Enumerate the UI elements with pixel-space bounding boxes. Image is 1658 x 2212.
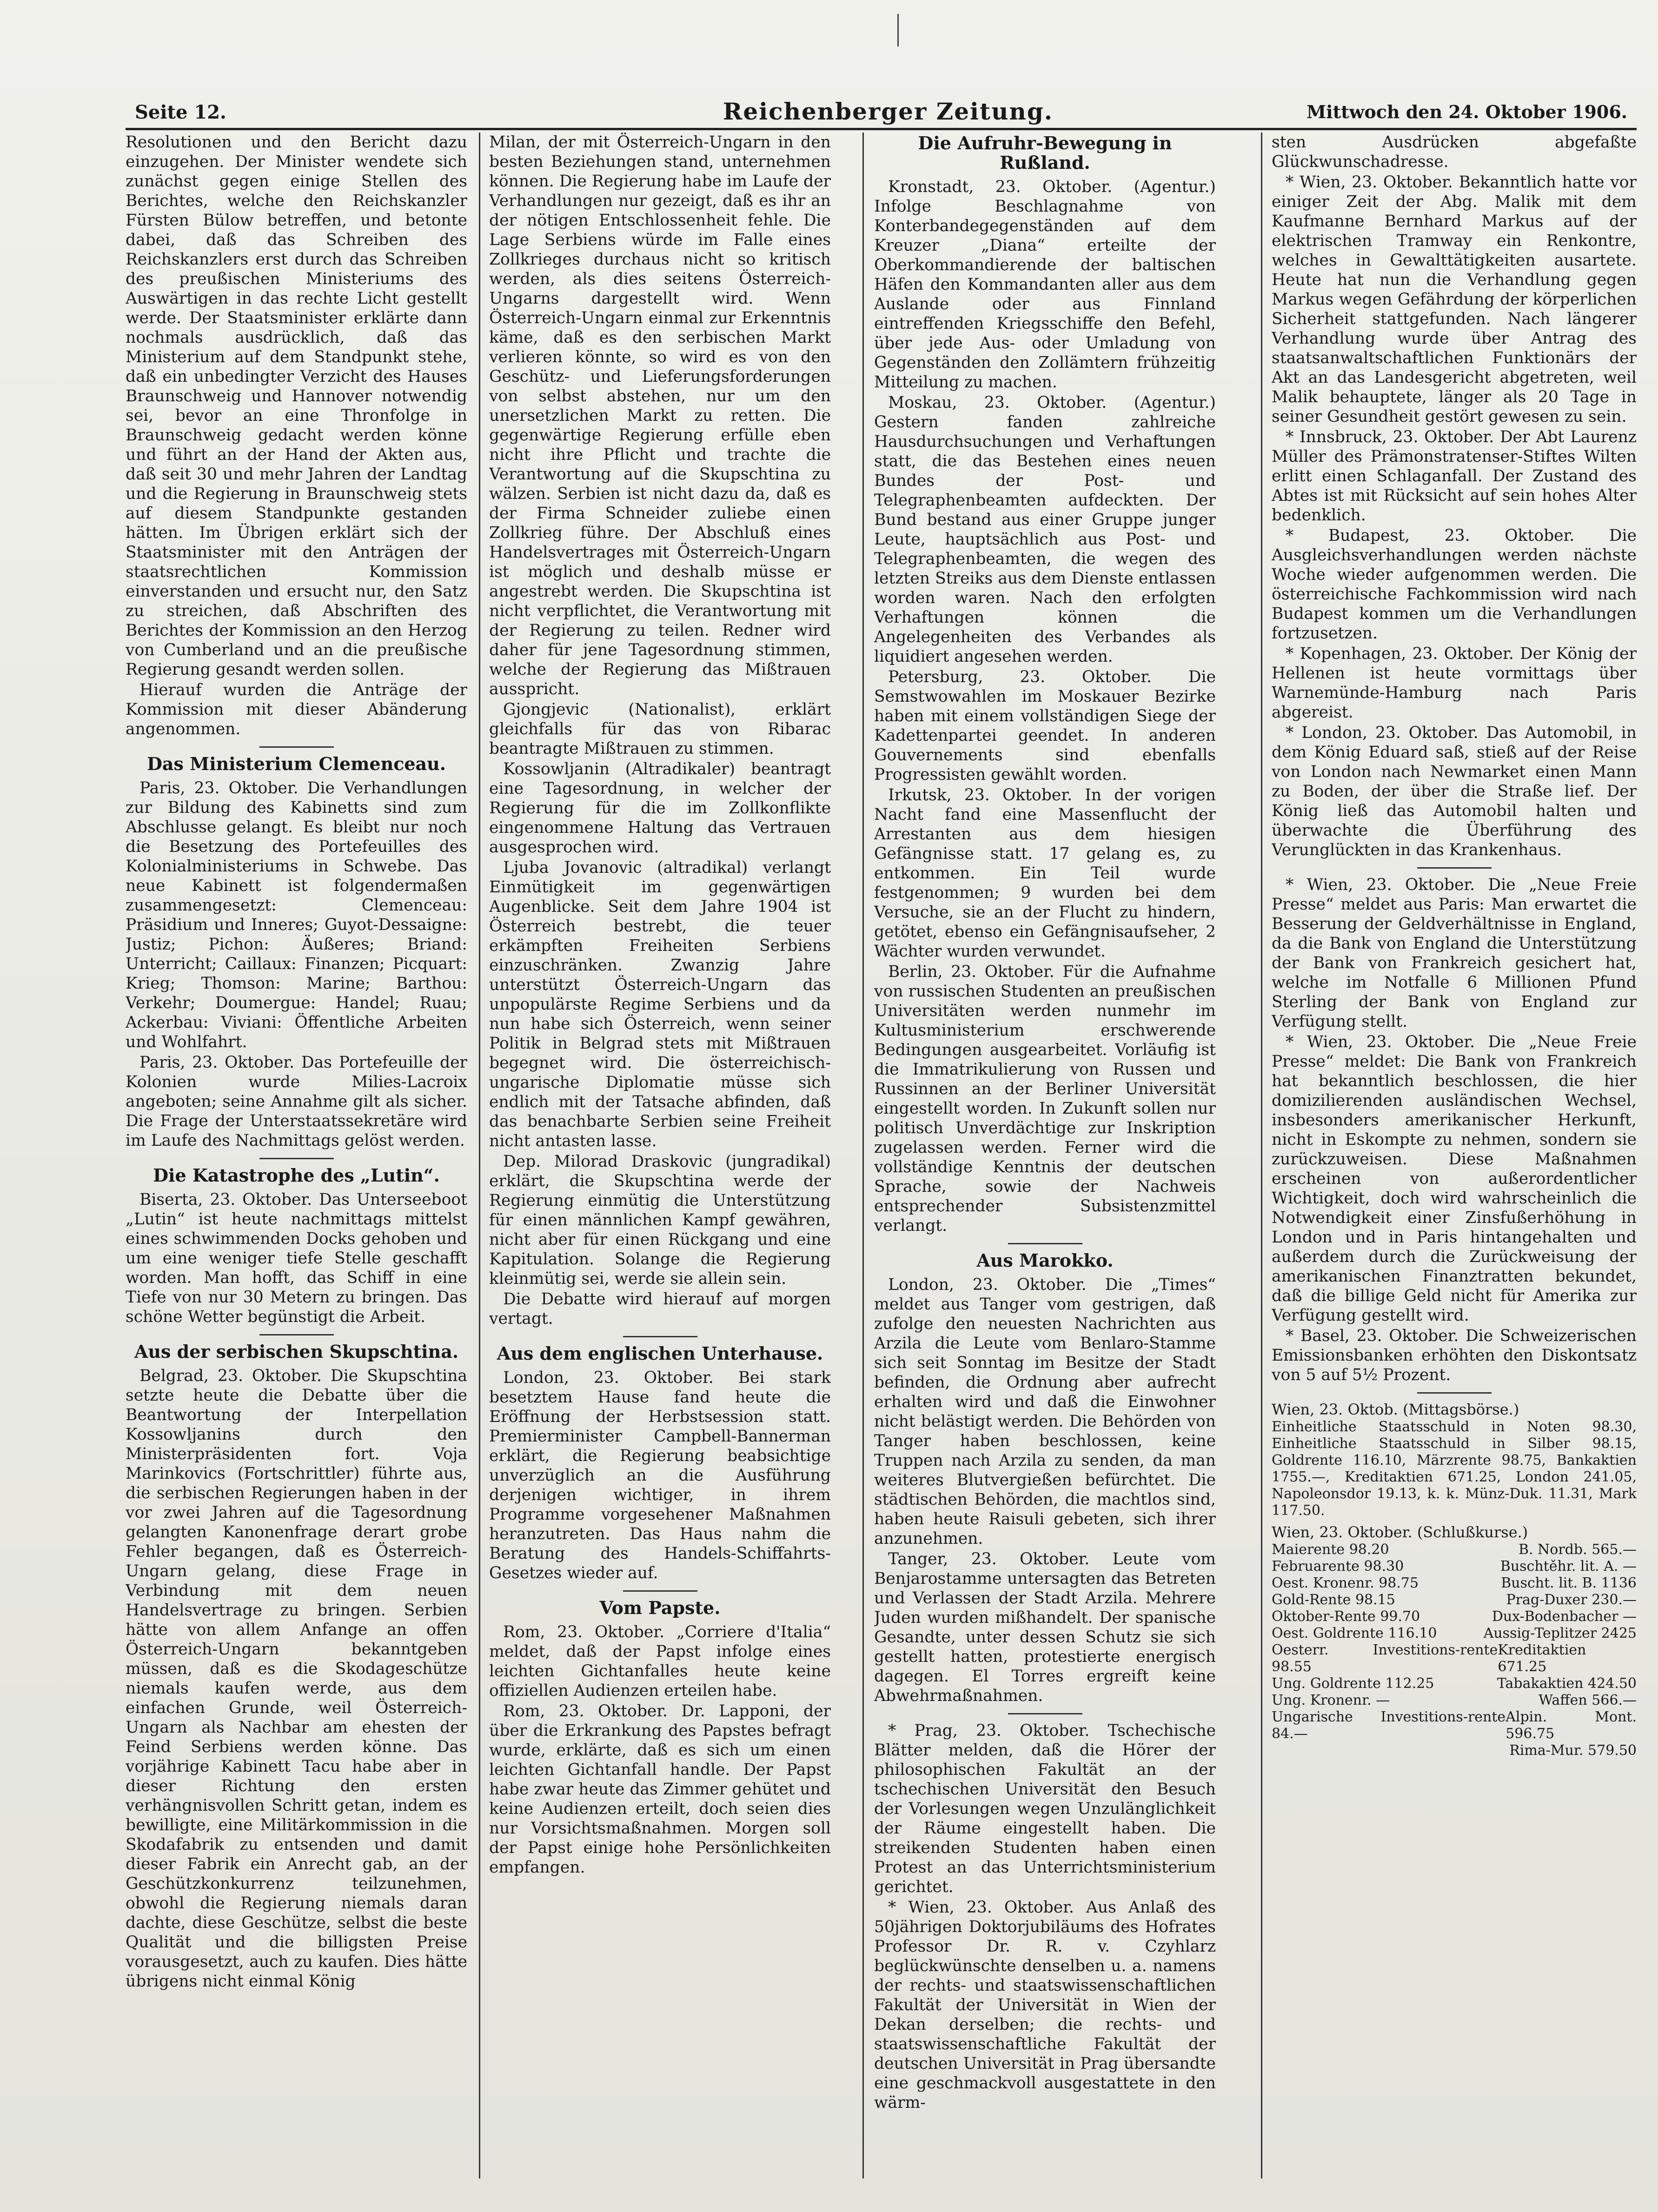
price-row — [1272, 1692, 1637, 1709]
price-cell: Oest. Kronenr. 98.75 — [1272, 1575, 1419, 1591]
separator — [259, 746, 334, 748]
newspaper-title: Reichenberger Zeitung. — [723, 98, 1054, 125]
price-row — [1272, 1675, 1637, 1692]
column-rule — [1261, 133, 1262, 2179]
price-cell: Aussig-Teplitzer 2425 — [1483, 1625, 1637, 1641]
page-number: Seite 12. — [135, 101, 226, 123]
headline: Aus dem englischen Unterhause. — [497, 1343, 823, 1364]
headline: Aus Marokko. — [976, 1250, 1114, 1271]
article-paragraph: Rom, 23. Oktober. „Corriere d'Italia“ meldet, daß der Papst infolge eines leichten Gichtanfalles heute keine offiziellen Audienzen erteilen habe. — [489, 1623, 831, 1700]
price-cell: Maierente 98.20 — [1272, 1541, 1389, 1558]
article-paragraph: Kronstadt, 23. Oktober. (Agentur.) Infolge Beschlagnahme von Konterbandegegenständen auf dem Kreuzer „Diana“ erteilte der Oberkommandierende der baltischen Häfen den Kommandanten aller aus dem Auslande oder aus Finnland eintreffenden Kriegsschiffe den Befehl, über jede Aus- oder Umladung von Gegenständen den Zollämtern frühzeitig Mitteilung zu machen. — [874, 178, 1216, 392]
article-paragraph: London, 23. Oktober. Bei stark besetztem Hause fand heute die Eröffnung der Herbstsession statt. Premierminister Campbell-Bannerman erklärt, die Regierung beabsichtige unverzüglich an die Ausführung derjenigen wichtiger, in ihrem Programme vorgesehener Maßnahmen heranzutreten. Das Haus nahm die Beratung des Handels-Schiffahrts-Gesetzes wieder auf. — [489, 1368, 831, 1582]
closing-prices-table — [1272, 1541, 1637, 1759]
headline: Vom Papste. — [599, 1597, 721, 1618]
article-paragraph: * Innsbruck, 23. Oktober. Der Abt Laurenz Müller des Prämonstratenser-Stiftes Wilten erlitt einen Schlaganfall. Der Zustand des Abtes ist mit Rücksicht auf sein hohes Alter bedenklich. — [1272, 428, 1637, 525]
article-paragraph: Irkutsk, 23. Oktober. In der vorigen Nacht fand eine Massenflucht der Arrestanten aus dem hiesigen Gefängnisse statt. 17 gelang es, zu entkommen. Ein Teil wurde festgenommen; 9 wurden bei dem Versuche, sie an der Flucht zu hindern, getötet, ebenso ein Gefängnisaufseher, 2 Wächter wurden verwundet. — [874, 786, 1216, 961]
separator — [623, 1590, 697, 1592]
article-paragraph: * Wien, 23. Oktober. Die „Neue Freie Presse“ meldet: Die Bank von Frankreich hat bekanntlich beschlossen, die hier domizilierenden ausländischen Wechsel, insbesonders amerikanischer Herkunft, nicht in Eskompte zu nehmen, sondern sie zurückzuweisen. Diese Maßnahmen erscheinen von außerordentlicher Wichtigkeit, doch wird wahrscheinlich die Notwendigkeit einer Zinsfußerhöhung in London und in Paris hintangehalten und außerdem durch die Zurückweisung der amerikanischen Finanztratten bekundet, daß die billige Geld nicht für Amerika zur Verfügung gestellt wird. — [1272, 1033, 1637, 1325]
price-row — [1272, 1642, 1637, 1675]
separator — [259, 1334, 334, 1335]
separator — [1417, 867, 1492, 869]
price-row — [1272, 1558, 1637, 1575]
price-cell: Ung. Goldrente 112.25 — [1272, 1675, 1434, 1692]
article-paragraph: Moskau, 23. Oktober. (Agentur.) Gestern fanden zahlreiche Hausdurchsuchungen und Verhaftungen statt, die das Bestehen eines neuen Bundes der Post- und Telegraphenbeamten aufdeckten. Der Bund bestand aus einer Gruppe junger Leute, hauptsächlich aus Post- und Telegraphenbeamten, die wegen des letzten Streiks aus dem Dienste entlassen worden waren. Nach den erfolgten Verhaftungen können die Angelegenheiten des Verbandes als liquidiert angesehen werden. — [874, 393, 1216, 666]
price-row — [1272, 1625, 1637, 1642]
price-row — [1272, 1709, 1637, 1742]
article-paragraph: Dep. Milorad Draskovic (jungradikal) erklärt, die Skupschtina werde der Regierung einmütig die Unterstützung für einen männlichen Kampf gewähren, nicht aber für einen Rückgang und eine Kapitulation. Solange die Regierung kleinmütig sei, werde sie allein sein. — [489, 1152, 831, 1288]
separator — [259, 1158, 334, 1159]
price-cell: Tabakaktien 424.50 — [1497, 1675, 1637, 1692]
price-cell: Alpin. Mont. 596.75 — [1505, 1709, 1637, 1742]
price-cell: Waffen 566.— — [1539, 1692, 1637, 1708]
article-paragraph: Resolutionen und den Bericht dazu einzugehen. Der Minister wendete sich zunächst gegen einige Stellen des Berichtes, welche den Reichskanzler Fürsten Bülow betreffen, und betonte dabei, daß das Schreiben des Reichskanzlers erst durch das Schreiben des preußischen Ministeriums des Auswärtigen in das rechte Licht gestellt werde. Der Staatsminister erklärte dann nochmals ausdrücklich, daß das Ministerium auf dem Standpunkt stehe, daß ein unbedingter Verzicht des Hauses Braunschweig und Hannover notwendig sei, bevor an eine Thronfolge in Braunschweig gedacht werden könne und führt an der Hand der Akten aus, daß seit 30 und mehr Jahren der Landtag und die Regierung in Braunschweig stets auf diesem Standpunkte gestanden hätten. Im Übrigen erklärt sich der Staatsminister mit den Anträgen der staatsrechtlichen Kommission einverstanden und ersucht nur, den Satz zu streichen, daß Abschriften des Berichtes der Kommission an den Herzog von Cumberland und an die preußische Regierung gesandt werden sollen. — [126, 133, 467, 679]
article-paragraph: Paris, 23. Oktober. Das Portefeuille der Kolonien wurde Milies-Lacroix angeboten; seine Annahme gilt als sicher. Die Frage der Unterstaatssekretäre wird im Laufe des Nachmittags gelöst werden. — [126, 1053, 467, 1150]
market-report-title: Wien, 23. Oktob. (Mittagsbörse.) — [1272, 1401, 1519, 1418]
article-paragraph: Gjongjevic (Nationalist), erklärt gleichfalls für das von Ribarac beantragte Mißtrauen zu stimmen. — [489, 700, 831, 758]
price-cell: Buschtěhr. lit. A. — — [1500, 1558, 1637, 1574]
article-paragraph: Paris, 23. Oktober. Die Verhandlungen zur Bildung des Kabinetts sind zum Abschlusse gelangt. Es bleibt nur noch die Besetzung des Portefeuilles des Kolonialministeriums in Schwebe. Das neue Kabinett ist folgendermaßen zusammengesetzt: Clemenceau: Präsidium und Inneres; Guyot-Dessaigne: Justiz; Pichon: Äußeres; Briand: Unterricht; Caillaux: Finanzen; Picquart: Krieg; Thomson: Marine; Barthou: Verkehr; Doumergue: Handel; Ruau; Ackerbau: Viviani: Öffentliche Arbeiten und Wohlfahrt. — [126, 779, 467, 1051]
price-cell: Oktober-Rente 99.70 — [1272, 1608, 1420, 1625]
article-paragraph: * Wien, 23. Oktober. Die „Neue Freie Presse“ meldet aus Paris: Man erwartet die Besserung der Geldverhältnisse in England, da die Bank von England die Unterstützung der Bank von Frankreich gesichert hat, welche im Notfalle 6 Millionen Pfund Sterling der Bank von England zur Verfügung stellt. — [1272, 876, 1637, 1031]
column-3 — [874, 133, 1216, 2190]
article-paragraph: Biserta, 23. Oktober. Das Unterseeboot „Lutin“ ist heute nachmittags mittelst eines schwimmenden Docks gehoben und um eine weniger tiefe Stelle geschafft worden. Man hofft, das Schiff in eine Tiefe von nur 30 Metern zu bringen. Das schöne Wetter begünstigt die Arbeit. — [126, 1190, 467, 1326]
headline: Die Katastrophe des „Lutin“. — [153, 1165, 440, 1186]
price-cell: Dux-Bodenbacher — — [1492, 1608, 1637, 1625]
price-cell: Ungarische Investitions-rente 84.— — [1272, 1709, 1506, 1742]
price-cell: Rima-Mur. 579.50 — [1509, 1742, 1637, 1759]
price-row — [1272, 1541, 1637, 1558]
article-paragraph: Hierauf wurden die Anträge der Kommission mit dieser Abänderung angenommen. — [126, 681, 467, 738]
article-paragraph: sten Ausdrücken abgefaßte Glückwunschadresse. — [1272, 133, 1637, 171]
headline: Das Ministerium Clemenceau. — [146, 753, 446, 774]
price-row — [1272, 1592, 1637, 1608]
column-2 — [489, 133, 831, 2190]
price-cell: Februarente 98.30 — [1272, 1558, 1404, 1574]
article-paragraph: Ljuba Jovanovic (altradikal) verlangt Einmütigkeit im gegenwärtigen Augenblicke. Seit dem Jahre 1904 ist Österreich bestrebt, die teuer erkämpften Freiheiten Serbiens einzuschränken. Zwanzig Jahre unterstützt Österreich-Ungarn das unpopulärste Regime Serbiens und da nun habe sich Österreich, wenn seiner Politik in Belgrad stets mit Mißtrauen begegnet wird. Die österreichisch-ungarische Diplomatie müsse sich endlich mit der Tatsache abfinden, daß das benachbarte Serbien seine Freiheit nicht antasten lasse. — [489, 858, 831, 1150]
issue-date: Mittwoch den 24. Oktober 1906. — [1307, 101, 1627, 122]
market-report — [1272, 1400, 1637, 1759]
article-paragraph: London, 23. Oktober. Die „Times“ meldet aus Tanger vom gestrigen, daß zufolge den neuesten Nachrichten aus Arzila die Leute vom Benlaro-Stamme sich seit Sonntag im Besitze der Stadt befinden, die Ordnung aber aufrecht erhalten wird und daß die Einwohner nicht belästigt werden. Die Behörden von Tanger haben beschlossen, keine Truppen nach Arzila zu senden, da man weiteres Blutvergießen befürchtet. Die städtischen Behörden, die machtlos sind, haben heute Raisuli gebeten, sich ihrer anzunehmen. — [874, 1275, 1216, 1548]
price-row — [1272, 1608, 1637, 1625]
article-paragraph: * Basel, 23. Oktober. Die Schweizerischen Emissionsbanken erhöhten den Diskontsatz von 5 auf 5½ Prozent. — [1272, 1327, 1637, 1384]
price-cell: Buscht. lit. B. 1136 — [1501, 1575, 1637, 1591]
column-rule — [862, 133, 864, 2179]
separator — [1008, 1243, 1082, 1244]
article-paragraph: * London, 23. Oktober. Das Automobil, in dem König Eduard saß, stieß auf der Reise von London nach Newmarket einen Mann zu Boden, der über die Straße lief. Der König ließ das Automobil halten und überwachte die Überführung des Verunglückten in das Krankenhaus. — [1272, 724, 1637, 859]
article-paragraph: * Budapest, 23. Oktober. Die Ausgleichsverhandlungen werden nächste Woche wieder aufgenommen werden. Die österreichische Fachkommission wird nach Budapest kommen um die Verhandlungen fortzusetzen. — [1272, 526, 1637, 643]
price-cell: B. Nordb. 565.— — [1518, 1541, 1637, 1558]
article-paragraph: * Prag, 23. Oktober. Tschechische Blätter melden, daß die Hörer der philosophischen Fakultät an der tschechischen Universität den Besuch der Vorlesungen wegen Unzulänglichkeit der Räume eingestellt haben. Die streikenden Studenten haben einen Protest an das Unterrichtsministerium gerichtet. — [874, 1721, 1216, 1896]
article-paragraph: * Kopenhagen, 23. Oktober. Der König der Hellenen ist heute vormittags über Warnemünde-Hamburg nach Paris abgereist. — [1272, 644, 1637, 722]
article-paragraph: * Wien, 23. Oktober. Aus Anlaß des 50jährigen Doktorjubiläums des Hofrates Professor Dr. R. v. Czyhlarz beglückwünschte denselben u. a. namens der rechts- und staatswissenschaftlichen Fakultät der Universität in Wien der Dekan derselben; die rechts- und staatswissenschaftliche Fakultät der deutschen Universität in Prag übersandte eine geschmackvoll ausgestattete in den wärm- — [874, 1898, 1216, 2112]
article-paragraph: Tanger, 23. Oktober. Leute vom Benjarostamme untersagten das Betreten und Verlassen der Stadt Arzila. Mehrere Juden wurden mißhandelt. Der spanische Gesandte, unter dessen Schutz sie sich gestellt hatten, protestierte energisch dagegen. El Torres ergreift keine Abwehrmaßnahmen. — [874, 1550, 1216, 1705]
column-rule — [479, 133, 480, 2179]
article-paragraph: Rom, 23. Oktober. Dr. Lapponi, der über die Erkrankung des Papstes befragt wurde, erklärte, daß es sich um einen leichten Gichtanfall handle. Der Papst habe zwar heute das Zimmer gehütet und keine Audienzen erteilt, doch seien dies nur Vorsichtsmaßnahmen. Morgen soll der Papst einige hohe Persönlichkeiten empfangen. — [489, 1702, 831, 1877]
article-paragraph: Milan, der mit Österreich-Ungarn in den besten Beziehungen stand, unternehmen können. Die Regierung habe im Laufe der Verhandlungen nur gezeigt, daß es ihr an der nötigen Entschlossenheit fehle. Die Lage Serbiens würde im Falle eines Zollkrieges durchaus nicht so kritisch werden, als dies seitens Österreich-Ungarns dargestellt wird. Wenn Österreich-Ungarn einmal zur Erkenntnis käme, daß es den serbischen Markt verlieren könnte, so wird es von den Geschütz- und Lieferungsforderungen von selbst abstehen, nur um den unersetzlichen Markt zu retten. Die gegenwärtige Regierung erfülle eben nicht ihre Pflicht und trachte die Verantwortung auf die Skupschtina zu wälzen. Serbien ist nicht dazu da, daß es der Firma Schneider zuliebe einen Zollkrieg führe. Der Abschluß eines Handelsvertrages mit Österreich-Ungarn ist möglich und deshalb müsse er angestrebt werden. Die Skupschtina ist nicht verpflichtet, die Verantwortung mit der Regierung zu teilen. Redner wird daher für jene Tagesordnung stimmen, welche der Regierung das Mißtrauen ausspricht. — [489, 133, 831, 698]
separator — [1417, 1392, 1492, 1394]
article-paragraph: Belgrad, 23. Oktober. Die Skupschtina setzte heute die Debatte über die Beantwortung der Interpellation Kossowljanins durch den Ministerpräsidenten fort. Voja Marinkovics (Fortschrittler) führte aus, die serbischen Regierungen haben in der vor zwei Jahren auf die Tagesordnung gelangten Kanonenfrage derart grobe Fehler begangen, daß es Österreich-Ungarn gelang, diese Frage in Verbindung mit dem neuen Handelsvertrage zu bringen. Serbien hätte von allem Anfange an offen Österreich-Ungarn bekanntgeben müssen, daß es die Skodageschütze niemals kaufen werde, aus dem einfachen Grunde, weil Österreich-Ungarn als Nachbar am ehesten der Feind Serbiens werden könne. Das vorjährige Kabinett Tacu habe aber in dieser Richtung den ersten verhängnisvollen Schritt getan, indem es bewilligte, eine Militärkommission in die Skodafabrik zu entsenden und damit dieser Fabrik ein Anrecht gab, an der Geschützkonkurrenz teilzunehmen, obwohl die Regierung niemals daran dachte, diese Geschütze, selbst die beste Qualität und die billigsten Preise vorausgesetzt, auch zu kaufen. Dies hätte übrigens nicht einmal König — [126, 1367, 467, 1991]
article-paragraph: Kossowljanin (Altradikaler) beantragt eine Tagesordnung, in welcher der Regierung für die im Zollkonflikte eingenommene Haltung das Vertrauen ausgesprochen wird. — [489, 760, 831, 857]
article-paragraph: Berlin, 23. Oktober. Für die Aufnahme von russischen Studenten an preußischen Universitäten werden nunmehr im Kultusministerium erschwerende Bedingungen ausgearbeitet. Vorläufig ist die Immatrikulierung von Russen und Russinnen an der Berliner Universität eingestellt worden. In Zukunft sollen nur politisch Unverdächtige zur Inskription zugelassen werden. Ferner wird die vollständige Kenntnis der deutschen Sprache, sowie der Nachweis entsprechender Subsistenzmittel verlangt. — [874, 963, 1216, 1235]
article-paragraph: Die Debatte wird hierauf auf morgen vertagt. — [489, 1290, 831, 1328]
separator — [623, 1336, 697, 1337]
headline: Aus der serbischen Skupschtina. — [134, 1341, 459, 1362]
market-report-text: Einheitliche Staatsschuld in Noten 98.30, Einheitliche Staatsschuld in Silber 98.15, Goldrente 116.10, Märzrente 98.75, Bankaktien 1755.—, Kreditaktien 671.25, London 241.05, Napoleonsdor 19.13, k. k. Münz-Duk. 11.31, Mark 117.50. — [1272, 1419, 1637, 1519]
price-row — [1272, 1742, 1637, 1759]
closing-prices-title: Wien, 23. Oktober. (Schlußkurse.) — [1272, 1523, 1528, 1541]
page-mark — [897, 14, 899, 46]
price-cell: Kreditaktien 671.25 — [1498, 1642, 1586, 1675]
masthead — [116, 98, 1637, 130]
article-paragraph: Petersburg, 23. Oktober. Die Semstwowahlen im Moskauer Bezirke haben mit einem vollständigen Siege der Kadettenpartei geendet. In anderen Gouvernements sind ebenfalls Progressisten gewählt worden. — [874, 668, 1216, 784]
price-cell: Prag-Duxer 230.— — [1506, 1592, 1637, 1608]
column-4 — [1272, 133, 1637, 2190]
price-cell: Ung. Kronenr. — — [1272, 1692, 1390, 1708]
column-1 — [126, 133, 467, 2190]
price-cell: Oest. Goldrente 116.10 — [1272, 1625, 1437, 1641]
header-rule — [126, 128, 1637, 130]
price-cell: Gold-Rente 98.15 — [1272, 1592, 1395, 1608]
article-paragraph: * Wien, 23. Oktober. Bekanntlich hatte vor einiger Zeit der Abg. Malik mit dem Kaufmanne Bernhard Markus auf der elektrischen Tramway ein Renkontre, welches in Gewalttätigkeiten ausartete. Heute hat nun die Verhandlung gegen Markus wegen Gefährdung der körperlichen Sicherheit stattgefunden. Nach längerer Verhandlung wurde über Antrag des staatsanwaltschaftlichen Funktionärs der Akt an das Landesgericht abgetreten, weil Malik behauptete, länger als 20 Tage in seiner Gesundheit gestört gewesen zu sein. — [1272, 173, 1637, 426]
headline: Die Aufruhr-Bewegung in Rußland. — [918, 133, 1172, 173]
price-cell: Oesterr. Investitions-rente 98.55 — [1272, 1642, 1498, 1675]
price-row — [1272, 1575, 1637, 1592]
separator — [1008, 1713, 1082, 1714]
